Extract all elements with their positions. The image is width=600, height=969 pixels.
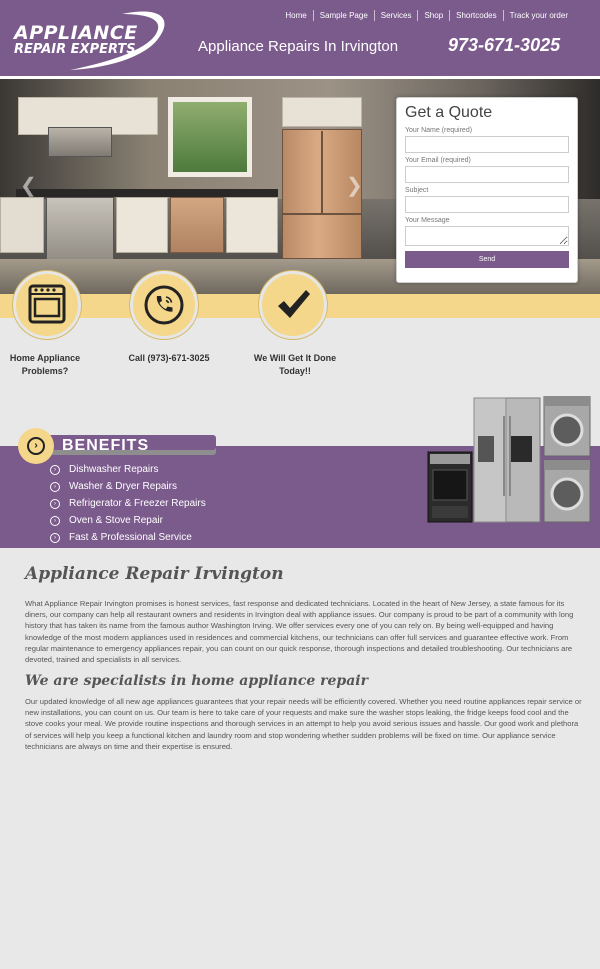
hero-image-cabinet: [0, 197, 44, 253]
name-label: Your Name (required): [405, 127, 473, 134]
nav-shortcodes[interactable]: Shortcodes: [449, 10, 502, 21]
email-field[interactable]: [405, 166, 569, 183]
subject-field[interactable]: [405, 196, 569, 213]
benefit-item: [50, 532, 192, 543]
benefit-label: Washer & Dryer Repairs: [69, 481, 177, 492]
chevron-right-icon: ›: [50, 533, 60, 543]
article-paragraph-1: What Appliance Repair Irvington promises is honest services, fast response and dedicated technicians. Located in the heart of New Jersey, a state famous for its diners, our company can help all restaurant owners and residents in Irvington deal with appliance issues. Our company is proud to be part of a community with long history that has taken its name from the famous author Washington Irving. We offer services every one of you can rely on. By being well-equipped and having knowledge of the most modern appliances used in residences and commercial kitchens, our technicians can offer full services and guarantee effective work. From regular maintenance to emergency appliances repair, you can count on our quick response, thorough inspections and detailed troubleshooting. Our technicians are devoted, trained and specialists in all services.: [25, 599, 574, 665]
nav-track-order[interactable]: Track your order: [503, 10, 574, 21]
feature-oven-circle: [13, 271, 81, 339]
chevron-right-icon: ›: [50, 499, 60, 509]
header-phone[interactable]: 973-671-3025: [448, 35, 561, 55]
email-label: Your Email (required): [405, 157, 471, 164]
article-paragraph-2: Our updated knowledge of all new age appliances guarantees that your repair needs will be efficiently covered. Whether you need routine appliances repair service or new installations, you can count on us. Our team is here to take care of your requests and make sure the washer stops leaking, the fridge keeps food cool and the stove cooks your meal. We provide routine inspections and thorough services in an attempt to help you avoid serious issues and hassle. Our good work and plethora of services will help you keep a functional kitchen and laundry room and stop wondering whether sudden problems will be fixed on time. Our appliance service technicians are always on time and their expertise is ensured.: [25, 697, 582, 751]
benefit-label: Oven & Stove Repair: [69, 515, 163, 526]
hero-image-fridge-split: [321, 131, 323, 213]
main-nav: [279, 10, 574, 21]
benefit-label: Fast & Professional Service: [69, 532, 192, 543]
logo-line2: REPAIR EXPERTS: [14, 42, 136, 57]
hero-image-counter: [16, 189, 278, 197]
hero-image-fridge-bar: [282, 213, 362, 215]
feature-label-call: Call (973)-671-3025: [128, 353, 210, 363]
benefit-item: [50, 464, 158, 475]
message-field[interactable]: [405, 226, 569, 246]
oven-icon: [16, 274, 78, 336]
hero-image-cabinet: [116, 197, 168, 253]
chevron-right-icon: ›: [50, 516, 60, 526]
subject-label: Subject: [405, 187, 429, 194]
benefit-label: Dishwasher Repairs: [69, 464, 159, 475]
benefit-item: [50, 498, 206, 509]
site-logo[interactable]: [10, 6, 170, 70]
nav-sample-page[interactable]: Sample Page: [313, 10, 374, 21]
hero-image-microwave: [48, 127, 112, 157]
nav-shop[interactable]: Shop: [417, 10, 449, 21]
benefit-item: [50, 515, 163, 526]
benefits-title: BENEFITS: [62, 437, 150, 454]
phone-icon: [133, 274, 195, 336]
quote-form-title: Get a Quote: [405, 104, 493, 121]
chevron-right-icon: ›: [50, 465, 60, 475]
hero-image-dishwasher: [170, 197, 224, 253]
send-button[interactable]: Send: [405, 251, 569, 268]
article-title: Appliance Repair Irvington: [25, 564, 284, 584]
hero-image-stove: [46, 197, 114, 263]
logo-line1: APPLIANCE: [14, 22, 138, 44]
feature-phone-circle: [130, 271, 198, 339]
benefit-label: Refrigerator & Freezer Repairs: [69, 498, 206, 509]
chevron-right-icon: ›: [50, 482, 60, 492]
chevron-right-icon: ›: [27, 437, 45, 455]
site-header: [0, 0, 600, 78]
appliances-image: [426, 396, 592, 524]
header-tagline: Appliance Repairs In Irvington: [198, 38, 399, 55]
article-subtitle: We are specialists in home appliance repair: [25, 673, 368, 689]
nav-services[interactable]: Services: [374, 10, 418, 21]
nav-home[interactable]: Home: [285, 11, 307, 20]
checkmark-icon: [262, 274, 324, 336]
hero-image-cabinet: [282, 97, 362, 127]
feature-label-today: We Will Get It Done Today!!: [253, 353, 337, 376]
benefit-item: [50, 481, 177, 492]
slider-prev-icon[interactable]: ❮: [20, 175, 37, 197]
message-label: Your Message: [405, 217, 450, 224]
feature-check-circle: [259, 271, 327, 339]
slider-next-icon[interactable]: ❯: [346, 175, 363, 197]
name-field[interactable]: [405, 136, 569, 153]
quote-form: [396, 97, 578, 283]
feature-label-problems: Home Appliance Problems?: [9, 353, 81, 376]
hero-image-window: [168, 97, 252, 177]
hero-image-cabinet: [226, 197, 278, 253]
benefits-circle: [18, 428, 54, 464]
